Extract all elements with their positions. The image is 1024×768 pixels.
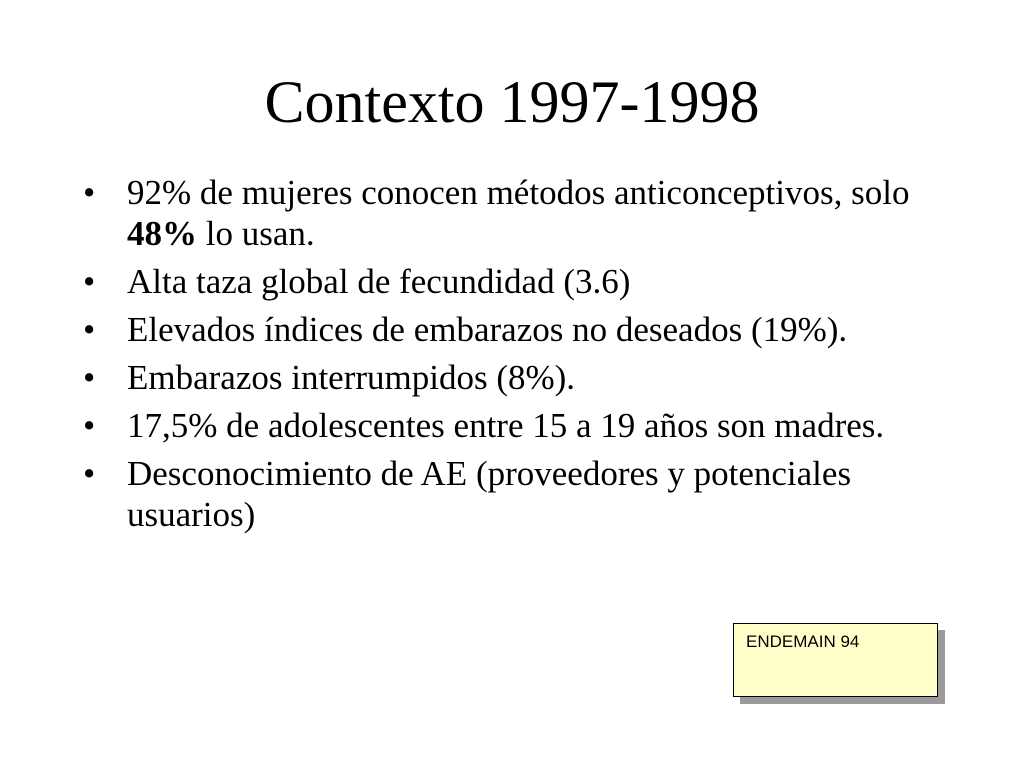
- bullet-text: 92% de mujeres conocen métodos anticonceptivos, solo: [127, 173, 910, 212]
- bullet-dot-icon: •: [83, 310, 96, 349]
- source-note-box: [733, 623, 938, 697]
- slide-title: Contexto 1997-1998: [264, 69, 760, 135]
- bullet-bold-text: 48%: [127, 214, 197, 253]
- bullet-text: Elevados índices de embarazos no deseados (19%).: [127, 310, 848, 349]
- bullet-item: [80, 309, 980, 350]
- bullet-text: Embarazos interrumpidos (8%).: [127, 358, 576, 397]
- bullet-text: Desconocimiento de AE (proveedores y potenciales usuarios): [127, 454, 852, 534]
- bullet-item: [80, 261, 980, 302]
- source-note-text: ENDEMAIN 94: [746, 632, 860, 651]
- bullet-list: [80, 172, 980, 542]
- bullet-item: [80, 453, 980, 535]
- bullet-item: [80, 405, 980, 446]
- bullet-dot-icon: •: [83, 358, 96, 397]
- bullet-dot-icon: •: [83, 262, 96, 301]
- bullet-dot-icon: •: [83, 454, 96, 493]
- bullet-text: Alta taza global de fecundidad (3.6): [127, 262, 631, 301]
- bullet-item: [80, 357, 980, 398]
- bullet-dot-icon: •: [83, 406, 96, 445]
- bullet-dot-icon: •: [83, 173, 96, 212]
- bullet-item: [80, 172, 980, 254]
- bullet-text-end: lo usan.: [197, 214, 315, 253]
- bullet-text: 17,5% de adolescentes entre 15 a 19 años son madres.: [127, 406, 885, 445]
